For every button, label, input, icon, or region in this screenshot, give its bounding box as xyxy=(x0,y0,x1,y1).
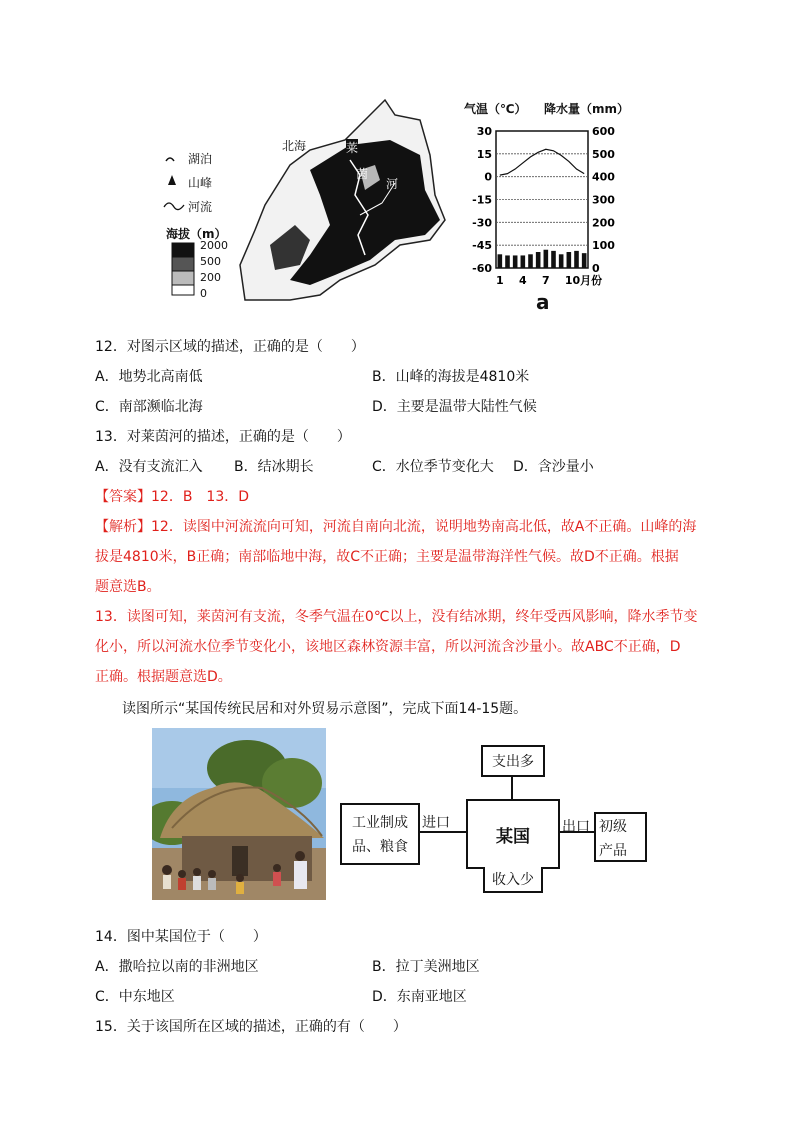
hut-illustration xyxy=(152,728,326,900)
precip-axis-title: 降水量（mm） xyxy=(544,102,630,116)
map-label-rhine-1: 莱 xyxy=(346,141,359,155)
q15-stem: 15．关于该国所在区域的描述，正确的有（ ） xyxy=(95,1019,407,1035)
primary-goods-line-2: 产品 xyxy=(599,843,627,859)
precip-tick-label: 600 xyxy=(592,125,615,138)
q13-option-a: A．没有支流汇入 xyxy=(95,459,203,475)
temp-tick-label: 15 xyxy=(476,147,492,161)
analysis-line-2: 拔是4810米，B正确；南部临地中海，故C不正确；主要是温带海洋性气候。故D不正确。根据 xyxy=(95,549,679,565)
q14-option-a: A．撒哈拉以南的非洲地区 xyxy=(95,959,259,975)
q12-option-d: D．主要是温带大陆性气候 xyxy=(372,399,537,415)
precip-tick-label: 100 xyxy=(592,239,615,253)
temperature-line xyxy=(500,149,584,175)
precip-bar xyxy=(574,251,579,268)
q14-option-d: D．东南亚地区 xyxy=(372,989,467,1005)
expense-box: 支出多 xyxy=(481,745,545,777)
precip-bar xyxy=(551,251,556,268)
temp-tick-label: 0 xyxy=(484,170,492,184)
income-box: 收入少 xyxy=(483,867,543,893)
precip-bar xyxy=(582,253,587,268)
climate-chart-svg xyxy=(460,98,640,316)
import-goods-line-2: 品、粮食 xyxy=(352,839,408,855)
precip-bar xyxy=(513,255,518,268)
month-tick-label: 10月份 xyxy=(564,274,603,287)
primary-goods-box xyxy=(594,812,647,862)
elev-200 xyxy=(172,271,194,285)
map-label-rhine-3: 河 xyxy=(386,177,399,191)
legend-lake-label: 湖泊 xyxy=(188,152,213,166)
q12-stem: 12．对图示区域的描述，正确的是（ ） xyxy=(95,339,365,355)
precip-bar xyxy=(536,252,541,268)
import-label: 进口 xyxy=(422,815,450,831)
precip-tick-label: 200 xyxy=(592,216,615,230)
chart-caption: a xyxy=(536,290,550,314)
temp-tick-label: -30 xyxy=(472,216,492,230)
figure-map xyxy=(160,95,450,305)
precip-tick-label: 400 xyxy=(592,170,615,184)
analysis-line-6: 正确。根据题意选D。 xyxy=(95,669,232,685)
map-label-rhine-2: 茵 xyxy=(356,167,369,181)
temp-axis-title: 气温（℃） xyxy=(464,102,527,116)
hut-photo xyxy=(152,728,326,900)
month-tick-label: 1 xyxy=(496,274,504,287)
elev-label-500: 500 xyxy=(200,255,221,268)
import-goods-box xyxy=(340,803,420,865)
precip-bar xyxy=(544,250,549,268)
precip-bar xyxy=(528,254,533,268)
q14-option-b: B．拉丁美洲地区 xyxy=(372,959,480,975)
q13-stem: 13．对莱茵河的描述，正确的是（ ） xyxy=(95,429,351,445)
month-tick-label: 7 xyxy=(542,274,550,287)
q12-option-b: B．山峰的海拔是4810米 xyxy=(372,369,530,385)
q13-option-d: D．含沙量小 xyxy=(513,459,594,475)
lake-icon xyxy=(166,158,174,161)
connector-top xyxy=(511,777,513,799)
intro-line: 读图所示“某国传统民居和对外贸易示意图”，完成下面14-15题。 xyxy=(122,701,528,717)
precip-tick-label: 300 xyxy=(592,193,615,207)
precip-bar xyxy=(567,252,572,268)
precip-tick-label: 500 xyxy=(592,147,615,161)
elev-label-200: 200 xyxy=(200,271,221,284)
elev-500 xyxy=(172,257,194,271)
q13-option-b: B．结冰期长 xyxy=(234,459,314,475)
elev-label-2000: 2000 xyxy=(200,239,228,252)
analysis-line-4: 13．读图可知，莱茵河有支流，冬季气温在0℃以上，没有结冰期，终年受西风影响，降水季节变 xyxy=(95,609,698,625)
q12-option-c: C．南部濒临北海 xyxy=(95,399,203,415)
legend-river-label: 河流 xyxy=(188,200,213,214)
legend-elevation-title: 海拔（m） xyxy=(166,227,227,241)
temp-tick-label: -60 xyxy=(472,262,492,275)
temp-tick-label: -45 xyxy=(472,239,492,253)
figure-climate-chart xyxy=(460,98,640,316)
q14-option-c: C．中东地区 xyxy=(95,989,175,1005)
map-label-north-sea: 北海 xyxy=(282,139,307,153)
import-goods-line-1: 工业制成 xyxy=(352,815,408,831)
analysis-line-3: 题意选B。 xyxy=(95,579,161,595)
q14-stem: 14．图中某国位于（ ） xyxy=(95,929,267,945)
elev-0 xyxy=(172,285,194,295)
legend-peak-label: 山峰 xyxy=(188,176,213,190)
elev-label-0: 0 xyxy=(200,287,207,300)
analysis-line-5: 化小，所以河流水位季节变化小，该地区森林资源丰富，所以河流含沙量小。故ABC不正确，D xyxy=(95,639,681,655)
temp-tick-label: -15 xyxy=(472,193,492,207)
peak-icon xyxy=(168,175,176,185)
answer-line: 【答案】12．B 13．D xyxy=(95,489,250,505)
precip-tick-label: 0 xyxy=(592,262,600,275)
temp-tick-label: 30 xyxy=(476,125,492,138)
q13-option-c: C．水位季节变化大 xyxy=(372,459,494,475)
precip-bar xyxy=(498,254,503,268)
export-label: 出口 xyxy=(562,819,590,835)
precip-bar xyxy=(505,255,510,268)
precip-bar xyxy=(521,255,526,268)
precip-bar xyxy=(559,254,564,268)
country-box: 某国 xyxy=(466,799,560,869)
primary-goods-line-1: 初级 xyxy=(599,819,627,835)
analysis-line-1: 【解析】12．读图中河流流向可知，河流自南向北流，说明地势南高北低，故A不正确。山峰的海 xyxy=(95,519,697,535)
elev-2000 xyxy=(172,243,194,257)
month-tick-label: 4 xyxy=(519,274,527,287)
q12-option-a: A．地势北高南低 xyxy=(95,369,203,385)
river-icon xyxy=(164,203,184,210)
